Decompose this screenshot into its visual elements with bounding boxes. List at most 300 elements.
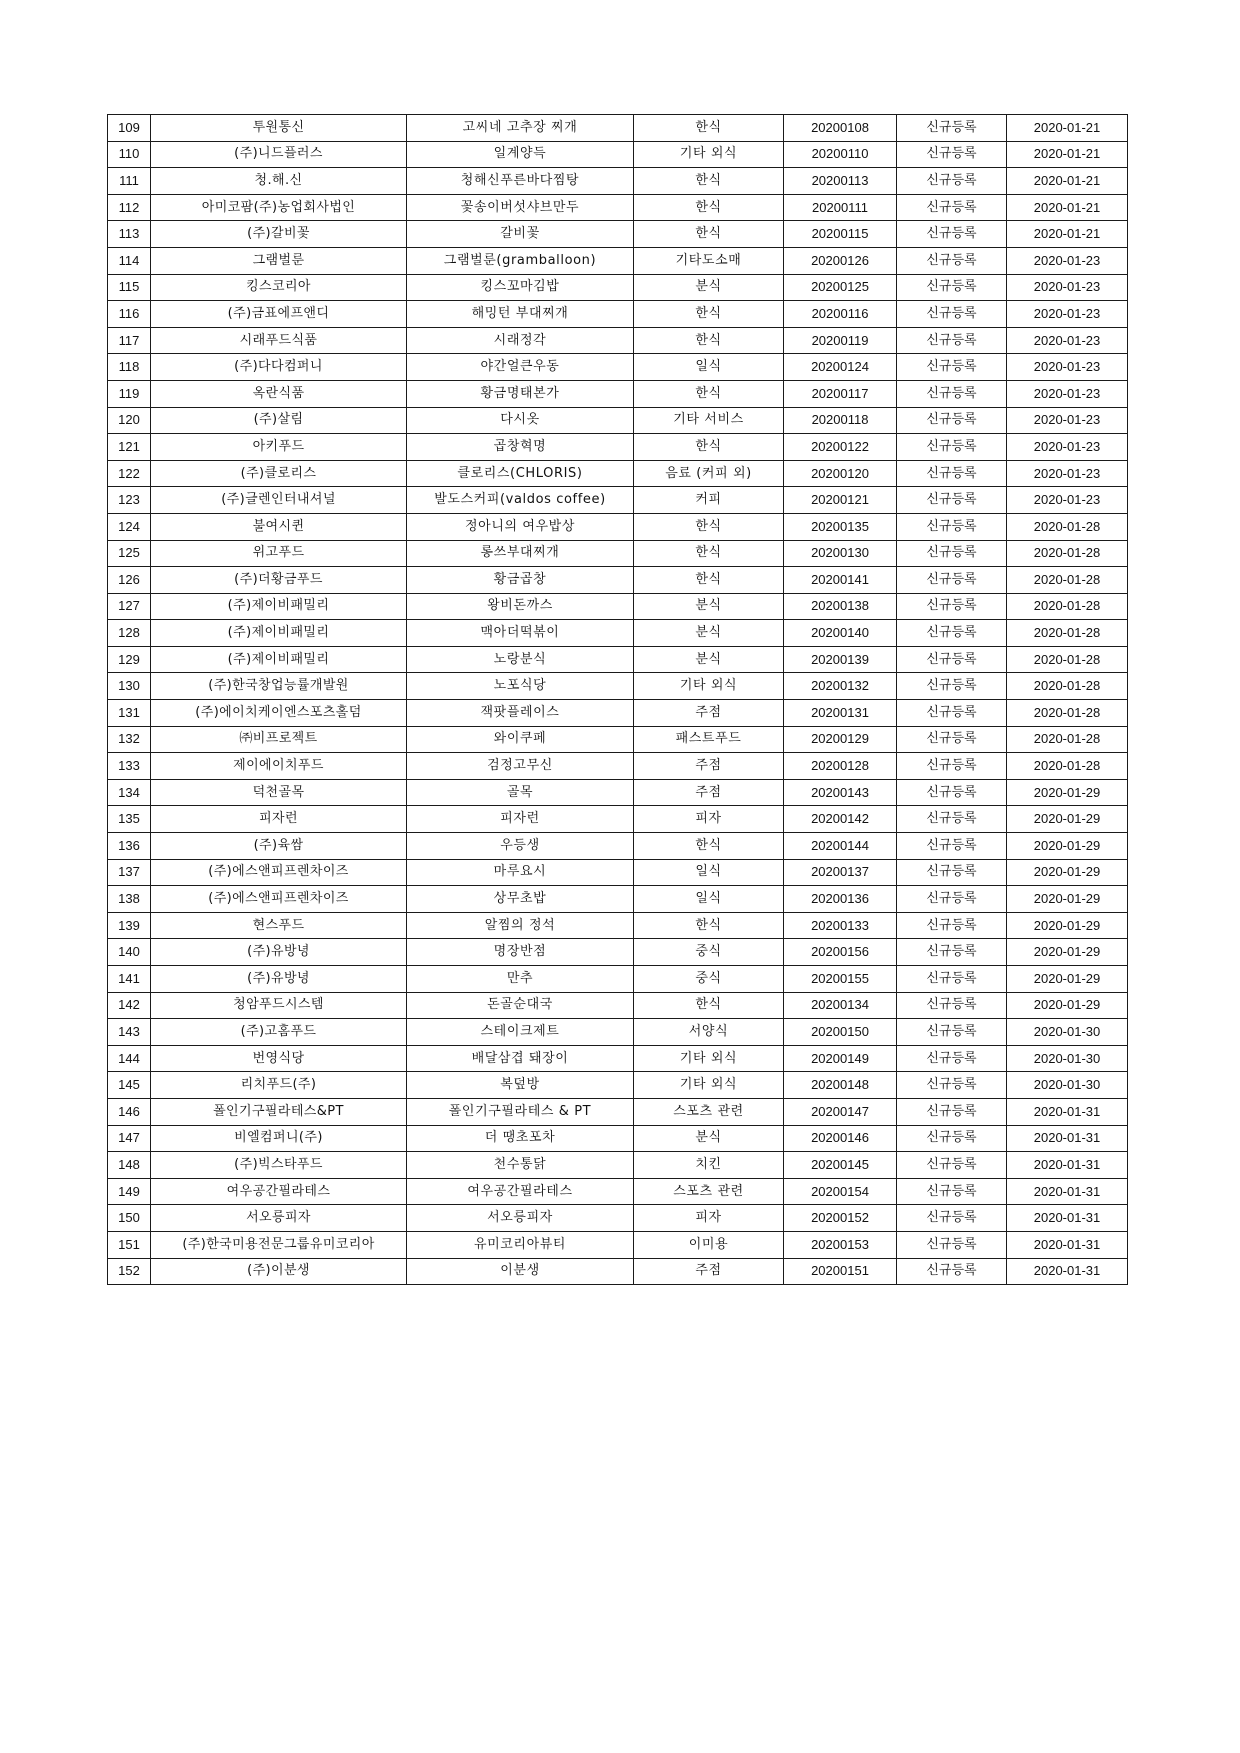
row-number-cell: 128 (108, 620, 151, 647)
status-cell: 신규등록 (897, 354, 1007, 381)
registration-date-cell: 2020-01-29 (1007, 912, 1128, 939)
business-type-cell: 중식 (634, 939, 784, 966)
status-cell: 신규등록 (897, 939, 1007, 966)
registration-number-cell: 20200147 (784, 1098, 897, 1125)
registration-number-cell: 20200121 (784, 487, 897, 514)
status-cell: 신규등록 (897, 912, 1007, 939)
registration-number-cell: 20200115 (784, 221, 897, 248)
status-cell: 신규등록 (897, 567, 1007, 594)
business-type-cell: 기타 외식 (634, 1045, 784, 1072)
table-row (108, 1098, 1128, 1125)
company-name-cell: 피자런 (151, 806, 407, 833)
business-type-cell: 이미용 (634, 1231, 784, 1258)
brand-name-cell: 폴인기구필라테스 & PT (407, 1098, 634, 1125)
table-row (108, 779, 1128, 806)
business-type-cell: 한식 (634, 115, 784, 142)
registration-date-cell: 2020-01-28 (1007, 646, 1128, 673)
registration-number-cell: 20200110 (784, 141, 897, 168)
status-cell: 신규등록 (897, 247, 1007, 274)
company-name-cell: (주)클로리스 (151, 460, 407, 487)
business-type-cell: 분식 (634, 593, 784, 620)
registration-date-cell: 2020-01-29 (1007, 833, 1128, 860)
status-cell: 신규등록 (897, 1072, 1007, 1099)
brand-name-cell: 와이쿠페 (407, 726, 634, 753)
company-name-cell: 킹스코리아 (151, 274, 407, 301)
company-name-cell: 투원통신 (151, 115, 407, 142)
status-cell: 신규등록 (897, 1152, 1007, 1179)
company-name-cell: (주)한국창업능률개발원 (151, 673, 407, 700)
row-number-cell: 126 (108, 567, 151, 594)
row-number-cell: 147 (108, 1125, 151, 1152)
table-row (108, 673, 1128, 700)
brand-name-cell: 스테이크제트 (407, 1019, 634, 1046)
status-cell: 신규등록 (897, 1205, 1007, 1232)
status-cell: 신규등록 (897, 593, 1007, 620)
registration-date-cell: 2020-01-31 (1007, 1205, 1128, 1232)
company-name-cell: (주)니드플러스 (151, 141, 407, 168)
company-name-cell: 덕천골목 (151, 779, 407, 806)
status-cell: 신규등록 (897, 1019, 1007, 1046)
row-number-cell: 114 (108, 247, 151, 274)
registration-date-cell: 2020-01-29 (1007, 939, 1128, 966)
brand-name-cell: 갈비꽃 (407, 221, 634, 248)
company-name-cell: (주)이분생 (151, 1258, 407, 1285)
company-name-cell: 서오릉피자 (151, 1205, 407, 1232)
table-row (108, 327, 1128, 354)
brand-name-cell: 알찜의 정석 (407, 912, 634, 939)
row-number-cell: 116 (108, 301, 151, 328)
registration-date-cell: 2020-01-29 (1007, 806, 1128, 833)
business-type-cell: 한식 (634, 168, 784, 195)
row-number-cell: 124 (108, 513, 151, 540)
company-name-cell: 번영식당 (151, 1045, 407, 1072)
company-name-cell: 비엘컴퍼니(주) (151, 1125, 407, 1152)
table-row (108, 487, 1128, 514)
registration-date-cell: 2020-01-21 (1007, 168, 1128, 195)
row-number-cell: 138 (108, 886, 151, 913)
table-row (108, 141, 1128, 168)
row-number-cell: 148 (108, 1152, 151, 1179)
brand-name-cell: 상무초밥 (407, 886, 634, 913)
table-row (108, 380, 1128, 407)
business-type-cell: 한식 (634, 221, 784, 248)
brand-name-cell: 곱창혁명 (407, 434, 634, 461)
row-number-cell: 140 (108, 939, 151, 966)
registration-number-cell: 20200139 (784, 646, 897, 673)
registration-date-cell: 2020-01-29 (1007, 779, 1128, 806)
row-number-cell: 146 (108, 1098, 151, 1125)
table-row (108, 939, 1128, 966)
registration-date-cell: 2020-01-23 (1007, 407, 1128, 434)
status-cell: 신규등록 (897, 407, 1007, 434)
registration-date-cell: 2020-01-21 (1007, 141, 1128, 168)
row-number-cell: 144 (108, 1045, 151, 1072)
company-name-cell: 불여시퀸 (151, 513, 407, 540)
registration-number-cell: 20200136 (784, 886, 897, 913)
brand-name-cell: 킹스꼬마김밥 (407, 274, 634, 301)
company-name-cell: (주)더황금푸드 (151, 567, 407, 594)
business-type-cell: 한식 (634, 301, 784, 328)
brand-name-cell: 노포식당 (407, 673, 634, 700)
row-number-cell: 134 (108, 779, 151, 806)
registration-date-cell: 2020-01-31 (1007, 1178, 1128, 1205)
row-number-cell: 152 (108, 1258, 151, 1285)
brand-name-cell: 돈골순대국 (407, 992, 634, 1019)
business-type-cell: 스포츠 관련 (634, 1098, 784, 1125)
brand-name-cell: 더 땡초포차 (407, 1125, 634, 1152)
company-name-cell: (주)살림 (151, 407, 407, 434)
brand-name-cell: 고씨네 고추장 찌개 (407, 115, 634, 142)
registration-number-cell: 20200128 (784, 753, 897, 780)
registration-date-cell: 2020-01-23 (1007, 274, 1128, 301)
table-row (108, 620, 1128, 647)
status-cell: 신규등록 (897, 221, 1007, 248)
table-row (108, 912, 1128, 939)
registration-date-cell: 2020-01-23 (1007, 354, 1128, 381)
registration-number-cell: 20200138 (784, 593, 897, 620)
status-cell: 신규등록 (897, 806, 1007, 833)
brand-name-cell: 야간얼큰우동 (407, 354, 634, 381)
table-row (108, 753, 1128, 780)
table-row (108, 115, 1128, 142)
brand-name-cell: 배달삼겹 돼장이 (407, 1045, 634, 1072)
brand-name-cell: 명장반점 (407, 939, 634, 966)
status-cell: 신규등록 (897, 1258, 1007, 1285)
table-row (108, 301, 1128, 328)
status-cell: 신규등록 (897, 1045, 1007, 1072)
registration-number-cell: 20200113 (784, 168, 897, 195)
registration-date-cell: 2020-01-28 (1007, 567, 1128, 594)
table-row (108, 513, 1128, 540)
row-number-cell: 151 (108, 1231, 151, 1258)
registration-number-cell: 20200126 (784, 247, 897, 274)
company-name-cell: (주)글렌인터내셔널 (151, 487, 407, 514)
registration-number-cell: 20200154 (784, 1178, 897, 1205)
brand-name-cell: 만추 (407, 966, 634, 993)
status-cell: 신규등록 (897, 646, 1007, 673)
brand-name-cell: 정아니의 여우밥상 (407, 513, 634, 540)
row-number-cell: 123 (108, 487, 151, 514)
status-cell: 신규등록 (897, 859, 1007, 886)
business-type-cell: 기타 외식 (634, 141, 784, 168)
brand-name-cell: 피자런 (407, 806, 634, 833)
status-cell: 신규등록 (897, 380, 1007, 407)
registration-date-cell: 2020-01-31 (1007, 1258, 1128, 1285)
registration-date-cell: 2020-01-21 (1007, 115, 1128, 142)
brand-name-cell: 해밍턴 부대찌개 (407, 301, 634, 328)
status-cell: 신규등록 (897, 966, 1007, 993)
table-row (108, 1125, 1128, 1152)
status-cell: 신규등록 (897, 460, 1007, 487)
business-type-cell: 한식 (634, 912, 784, 939)
company-name-cell: 폴인기구필라테스&PT (151, 1098, 407, 1125)
registration-date-cell: 2020-01-28 (1007, 593, 1128, 620)
row-number-cell: 142 (108, 992, 151, 1019)
registration-date-cell: 2020-01-31 (1007, 1231, 1128, 1258)
row-number-cell: 118 (108, 354, 151, 381)
business-type-cell: 주점 (634, 1258, 784, 1285)
company-name-cell: (주)제이비패밀리 (151, 646, 407, 673)
business-type-cell: 기타 외식 (634, 673, 784, 700)
row-number-cell: 141 (108, 966, 151, 993)
company-name-cell: 청.해.신 (151, 168, 407, 195)
registration-number-cell: 20200141 (784, 567, 897, 594)
registration-number-cell: 20200130 (784, 540, 897, 567)
business-type-cell: 주점 (634, 779, 784, 806)
business-type-cell: 기타 외식 (634, 1072, 784, 1099)
table-row (108, 992, 1128, 1019)
table-row (108, 460, 1128, 487)
table-row (108, 274, 1128, 301)
row-number-cell: 120 (108, 407, 151, 434)
company-name-cell: (주)갈비꽃 (151, 221, 407, 248)
business-type-cell: 분식 (634, 1125, 784, 1152)
status-cell: 신규등록 (897, 540, 1007, 567)
status-cell: 신규등록 (897, 1178, 1007, 1205)
registration-date-cell: 2020-01-29 (1007, 992, 1128, 1019)
table-row (108, 1258, 1128, 1285)
registration-number-cell: 20200108 (784, 115, 897, 142)
business-type-cell: 한식 (634, 833, 784, 860)
registration-date-cell: 2020-01-31 (1007, 1098, 1128, 1125)
company-name-cell: 제이에이치푸드 (151, 753, 407, 780)
status-cell: 신규등록 (897, 1231, 1007, 1258)
table-row (108, 1205, 1128, 1232)
company-name-cell: 여우공간필라테스 (151, 1178, 407, 1205)
status-cell: 신규등록 (897, 673, 1007, 700)
business-type-cell: 스포츠 관련 (634, 1178, 784, 1205)
row-number-cell: 143 (108, 1019, 151, 1046)
brand-name-cell: 이분생 (407, 1258, 634, 1285)
company-name-cell: (주)고홈푸드 (151, 1019, 407, 1046)
registration-number-cell: 20200116 (784, 301, 897, 328)
table-row (108, 434, 1128, 461)
registration-number-cell: 20200122 (784, 434, 897, 461)
business-type-cell: 기타도소매 (634, 247, 784, 274)
registration-number-cell: 20200142 (784, 806, 897, 833)
table-row (108, 247, 1128, 274)
row-number-cell: 110 (108, 141, 151, 168)
business-type-cell: 한식 (634, 540, 784, 567)
row-number-cell: 136 (108, 833, 151, 860)
company-name-cell: 현스푸드 (151, 912, 407, 939)
business-type-cell: 주점 (634, 753, 784, 780)
table-row (108, 540, 1128, 567)
brand-name-cell: 여우공간필라테스 (407, 1178, 634, 1205)
business-type-cell: 치킨 (634, 1152, 784, 1179)
brand-name-cell: 서오릉피자 (407, 1205, 634, 1232)
registration-number-cell: 20200137 (784, 859, 897, 886)
brand-name-cell: 골목 (407, 779, 634, 806)
row-number-cell: 112 (108, 194, 151, 221)
registration-date-cell: 2020-01-31 (1007, 1152, 1128, 1179)
row-number-cell: 113 (108, 221, 151, 248)
business-type-cell: 피자 (634, 1205, 784, 1232)
status-cell: 신규등록 (897, 620, 1007, 647)
status-cell: 신규등록 (897, 726, 1007, 753)
company-name-cell: (주)빅스타푸드 (151, 1152, 407, 1179)
business-type-cell: 서양식 (634, 1019, 784, 1046)
registration-number-cell: 20200120 (784, 460, 897, 487)
row-number-cell: 137 (108, 859, 151, 886)
brand-name-cell: 마루요시 (407, 859, 634, 886)
company-name-cell: 옥란식품 (151, 380, 407, 407)
row-number-cell: 111 (108, 168, 151, 195)
brand-name-cell: 황금명태본가 (407, 380, 634, 407)
brand-name-cell: 유미코리아뷰티 (407, 1231, 634, 1258)
status-cell: 신규등록 (897, 513, 1007, 540)
business-type-cell: 일식 (634, 859, 784, 886)
company-name-cell: (주)제이비패밀리 (151, 593, 407, 620)
table-row (108, 1178, 1128, 1205)
company-name-cell: 청암푸드시스템 (151, 992, 407, 1019)
brand-name-cell: 그램벌룬(gramballoon) (407, 247, 634, 274)
status-cell: 신규등록 (897, 700, 1007, 727)
brand-name-cell: 검정고무신 (407, 753, 634, 780)
registration-number-cell: 20200133 (784, 912, 897, 939)
table-row (108, 567, 1128, 594)
status-cell: 신규등록 (897, 992, 1007, 1019)
status-cell: 신규등록 (897, 327, 1007, 354)
registration-number-cell: 20200129 (784, 726, 897, 753)
company-name-cell: 시래푸드식품 (151, 327, 407, 354)
franchise-table (107, 114, 1128, 1285)
registration-date-cell: 2020-01-31 (1007, 1125, 1128, 1152)
row-number-cell: 117 (108, 327, 151, 354)
registration-number-cell: 20200118 (784, 407, 897, 434)
company-name-cell: 아키푸드 (151, 434, 407, 461)
registration-number-cell: 20200111 (784, 194, 897, 221)
registration-date-cell: 2020-01-28 (1007, 673, 1128, 700)
business-type-cell: 피자 (634, 806, 784, 833)
status-cell: 신규등록 (897, 194, 1007, 221)
registration-date-cell: 2020-01-29 (1007, 859, 1128, 886)
brand-name-cell: 잭팟플레이스 (407, 700, 634, 727)
row-number-cell: 131 (108, 700, 151, 727)
table-row (108, 1072, 1128, 1099)
status-cell: 신규등록 (897, 1098, 1007, 1125)
table-row (108, 1231, 1128, 1258)
company-name-cell: (주)유방녕 (151, 966, 407, 993)
registration-date-cell: 2020-01-29 (1007, 966, 1128, 993)
row-number-cell: 121 (108, 434, 151, 461)
brand-name-cell: 천수통닭 (407, 1152, 634, 1179)
table-row (108, 168, 1128, 195)
registration-number-cell: 20200125 (784, 274, 897, 301)
status-cell: 신규등록 (897, 115, 1007, 142)
registration-number-cell: 20200135 (784, 513, 897, 540)
registration-number-cell: 20200134 (784, 992, 897, 1019)
status-cell: 신규등록 (897, 301, 1007, 328)
registration-number-cell: 20200143 (784, 779, 897, 806)
registration-date-cell: 2020-01-23 (1007, 247, 1128, 274)
registration-date-cell: 2020-01-21 (1007, 221, 1128, 248)
registration-date-cell: 2020-01-23 (1007, 301, 1128, 328)
company-name-cell: 위고푸드 (151, 540, 407, 567)
table-row (108, 833, 1128, 860)
table-row (108, 700, 1128, 727)
business-type-cell: 커피 (634, 487, 784, 514)
brand-name-cell: 노랑분식 (407, 646, 634, 673)
business-type-cell: 분식 (634, 620, 784, 647)
company-name-cell: (주)다다컴퍼니 (151, 354, 407, 381)
table-row (108, 407, 1128, 434)
company-name-cell: (주)제이비패밀리 (151, 620, 407, 647)
business-type-cell: 일식 (634, 886, 784, 913)
table-row (108, 1152, 1128, 1179)
registration-date-cell: 2020-01-28 (1007, 540, 1128, 567)
row-number-cell: 115 (108, 274, 151, 301)
registration-date-cell: 2020-01-30 (1007, 1045, 1128, 1072)
business-type-cell: 중식 (634, 966, 784, 993)
brand-name-cell: 복덮방 (407, 1072, 634, 1099)
registration-number-cell: 20200146 (784, 1125, 897, 1152)
company-name-cell: (주)에스앤피프렌차이즈 (151, 886, 407, 913)
status-cell: 신규등록 (897, 886, 1007, 913)
row-number-cell: 149 (108, 1178, 151, 1205)
registration-number-cell: 20200150 (784, 1019, 897, 1046)
brand-name-cell: 꽃송이버섯샤브만두 (407, 194, 634, 221)
table-row (108, 354, 1128, 381)
brand-name-cell: 롱쓰부대찌개 (407, 540, 634, 567)
row-number-cell: 150 (108, 1205, 151, 1232)
company-name-cell: (주)금표에프앤디 (151, 301, 407, 328)
brand-name-cell: 다시옷 (407, 407, 634, 434)
company-name-cell: (주)에스앤피프렌차이즈 (151, 859, 407, 886)
registration-date-cell: 2020-01-28 (1007, 620, 1128, 647)
brand-name-cell: 우등생 (407, 833, 634, 860)
brand-name-cell: 황금곱창 (407, 567, 634, 594)
business-type-cell: 음료 (커피 외) (634, 460, 784, 487)
registration-date-cell: 2020-01-28 (1007, 513, 1128, 540)
status-cell: 신규등록 (897, 141, 1007, 168)
brand-name-cell: 청해신푸른바다찜탕 (407, 168, 634, 195)
status-cell: 신규등록 (897, 833, 1007, 860)
status-cell: 신규등록 (897, 168, 1007, 195)
row-number-cell: 145 (108, 1072, 151, 1099)
business-type-cell: 한식 (634, 567, 784, 594)
registration-number-cell: 20200117 (784, 380, 897, 407)
table-row (108, 726, 1128, 753)
business-type-cell: 분식 (634, 646, 784, 673)
row-number-cell: 133 (108, 753, 151, 780)
registration-date-cell: 2020-01-23 (1007, 487, 1128, 514)
status-cell: 신규등록 (897, 1125, 1007, 1152)
registration-date-cell: 2020-01-21 (1007, 194, 1128, 221)
company-name-cell: (주)유방녕 (151, 939, 407, 966)
registration-date-cell: 2020-01-29 (1007, 886, 1128, 913)
company-name-cell: (주)에이치케이엔스포츠홀덤 (151, 700, 407, 727)
row-number-cell: 132 (108, 726, 151, 753)
table-row (108, 966, 1128, 993)
registration-date-cell: 2020-01-30 (1007, 1019, 1128, 1046)
business-type-cell: 주점 (634, 700, 784, 727)
business-type-cell: 한식 (634, 380, 784, 407)
registration-date-cell: 2020-01-23 (1007, 434, 1128, 461)
business-type-cell: 분식 (634, 274, 784, 301)
business-type-cell: 한식 (634, 513, 784, 540)
table-row (108, 1045, 1128, 1072)
table-row (108, 593, 1128, 620)
registration-number-cell: 20200131 (784, 700, 897, 727)
business-type-cell: 일식 (634, 354, 784, 381)
status-cell: 신규등록 (897, 274, 1007, 301)
company-name-cell: 리치푸드(주) (151, 1072, 407, 1099)
registration-number-cell: 20200152 (784, 1205, 897, 1232)
brand-name-cell: 시래정각 (407, 327, 634, 354)
registration-number-cell: 20200149 (784, 1045, 897, 1072)
registration-number-cell: 20200151 (784, 1258, 897, 1285)
